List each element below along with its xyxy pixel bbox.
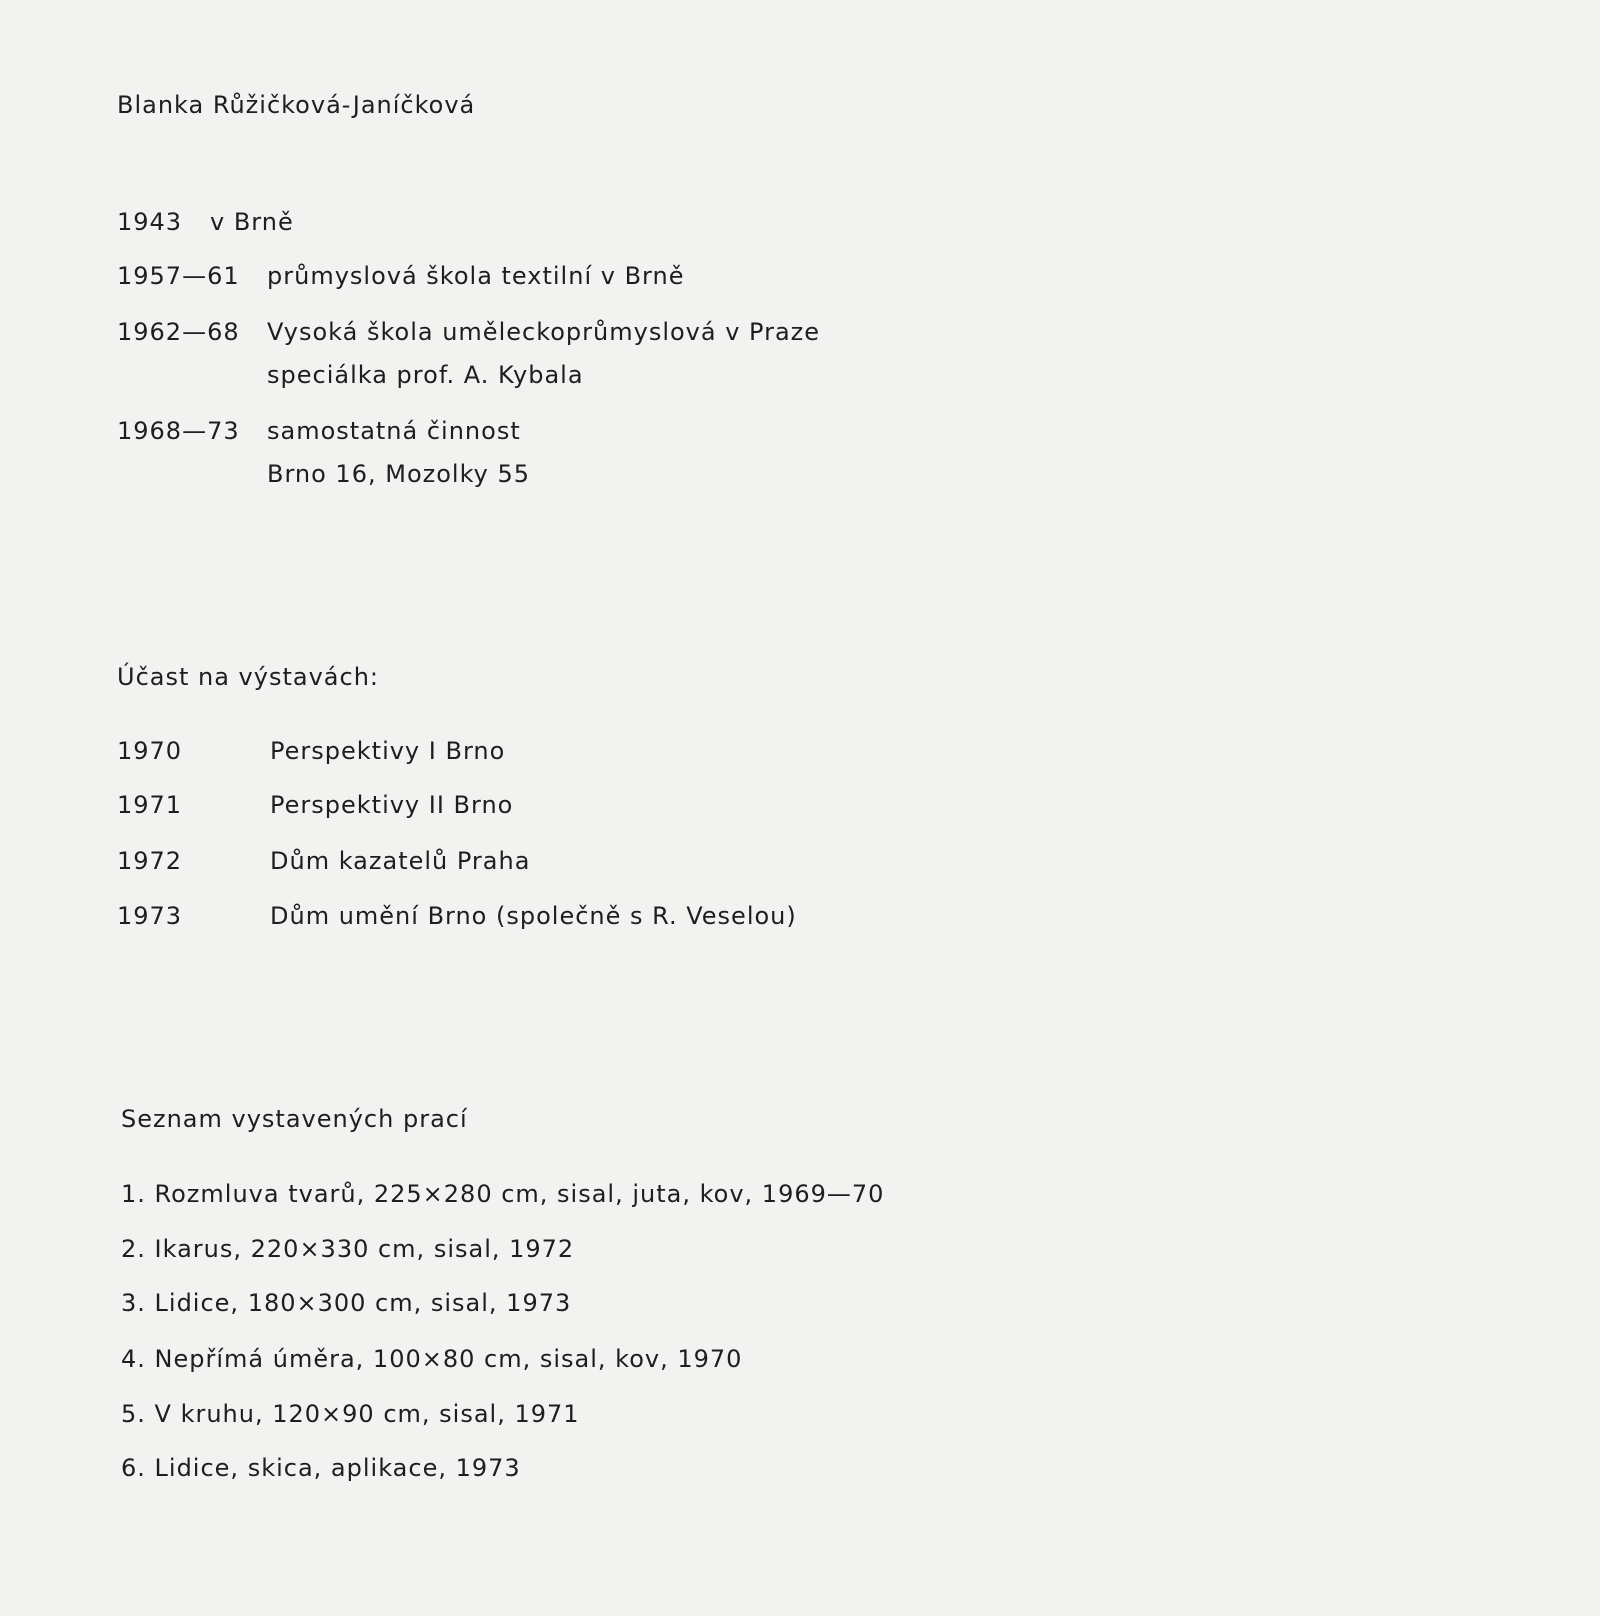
exhibition-text: Dům kazatelů Praha	[270, 847, 531, 875]
bio-year: 1943	[117, 208, 183, 236]
bio-text: v Brně	[210, 208, 294, 236]
exhibition-year: 1971	[117, 791, 183, 819]
work-item: 4. Nepřímá úměra, 100×80 cm, sisal, kov, 1970	[121, 1345, 743, 1373]
exhibition-text: Perspektivy II Brno	[270, 791, 514, 819]
bio-text: samostatná činnost	[267, 417, 521, 445]
bio-text: Brno 16, Mozolky 55	[267, 460, 530, 488]
exhibition-text: Dům umění Brno (společně s R. Veselou)	[270, 902, 797, 930]
bio-text: speciálka prof. A. Kybala	[267, 361, 584, 389]
exhibitions-heading: Účast na výstavách:	[117, 663, 379, 691]
bio-year: 1957—61	[117, 262, 240, 290]
work-item: 2. Ikarus, 220×330 cm, sisal, 1972	[121, 1235, 575, 1263]
exhibition-year: 1973	[117, 902, 183, 930]
bio-text: Vysoká škola uměleckoprůmyslová v Praze	[267, 318, 821, 346]
bio-text: průmyslová škola textilní v Brně	[267, 262, 685, 290]
bio-year: 1962—68	[117, 318, 240, 346]
work-item: 5. V kruhu, 120×90 cm, sisal, 1971	[121, 1400, 580, 1428]
work-item: 1. Rozmluva tvarů, 225×280 cm, sisal, juta, kov, 1969—70	[121, 1180, 885, 1208]
work-item: 6. Lidice, skica, aplikace, 1973	[121, 1454, 521, 1482]
exhibition-year: 1972	[117, 847, 183, 875]
exhibition-text: Perspektivy I Brno	[270, 737, 506, 765]
works-heading: Seznam vystavených prací	[121, 1105, 468, 1133]
exhibition-year: 1970	[117, 737, 183, 765]
author-name: Blanka Růžičková-Janíčková	[117, 91, 476, 119]
work-item: 3. Lidice, 180×300 cm, sisal, 1973	[121, 1289, 572, 1317]
bio-year: 1968—73	[117, 417, 240, 445]
